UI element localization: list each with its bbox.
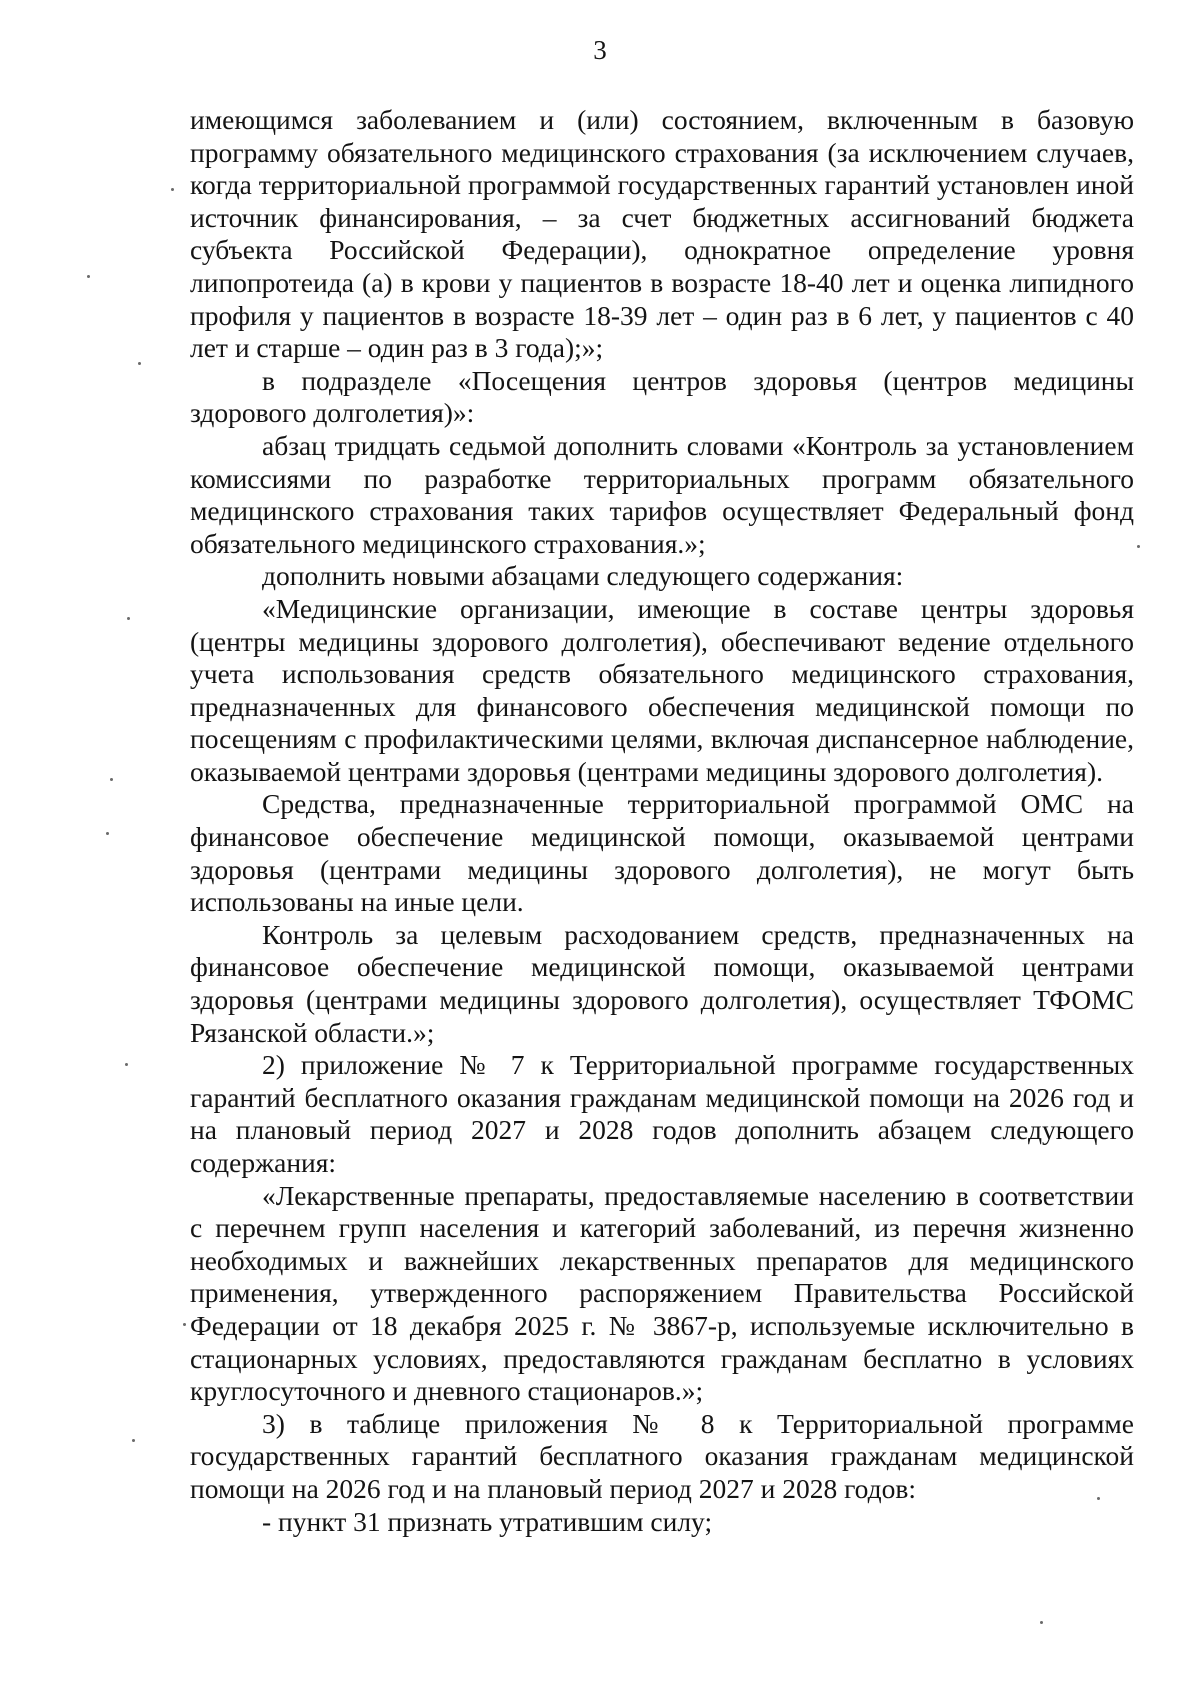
- paragraph-medicines-quote: «Лекарственные препараты, предоставляемые населению в соответствии с перечнем групп населения и категорий заболеваний, из перечня жизненно необходимых и важнейших лекарственных препаратов для медицинского применения, утвержденного распоряжением Правительства Российской Федерации от 18 декабря 2025 г. № 3867-р, используемые исключительно в стационарных условиях, предоставляются гражданам бесплатно в условиях круглосуточного и дневного стационаров.»;: [190, 1179, 1134, 1407]
- page-number: 3: [593, 35, 607, 65]
- document-body: [190, 104, 1134, 1538]
- paragraph-point-31-repeal: - пункт 31 признать утратившим силу;: [262, 1505, 713, 1537]
- scan-speck: [127, 617, 130, 620]
- scan-speck: [87, 275, 90, 278]
- paragraph-item-2-appendix-7: 2) приложение № 7 к Территориальной программе государственных гарантий бесплатного оказания гражданам медицинской помощи на 2026 год и на плановый период 2027 и 2028 годов дополнить абзацем следующего содержания:: [190, 1049, 1134, 1178]
- paragraph-funds-restriction: Средства, предназначенные территориальной программой ОМС на финансовое обеспечение медицинской помощи, оказываемой центрами здоровья (центрами медицины здорового долголетия), не могут быть использованы на иные цели.: [190, 788, 1134, 918]
- scan-speck: [106, 832, 109, 835]
- scan-speck: [171, 188, 174, 191]
- scan-speck: [1137, 545, 1140, 548]
- paragraph-continuation-adult-program: имеющимся заболеванием и (или) состоянием, включенным в базовую программу обязательного медицинского страхования (за исключением случаев, когда территориальной программой государственных гарантий установлен иной источник финансирования, – за счет бюджетных ассигнований бюджета субъекта Российской Федерации), однократное определение уровня липопротеида (а) в крови у пациентов в возрасте 18-40 лет и оценка липидного профиля у пациентов в возрасте 18-39 лет – один раз в 6 лет, у пациентов с 40 лет и старше – один раз в 3 года);»;: [190, 104, 1134, 364]
- scan-speck: [125, 1063, 128, 1066]
- scan-speck: [138, 362, 141, 365]
- paragraph-37-addition: абзац тридцать седьмой дополнить словами «Контроль за установлением комиссиями по разработке территориальных программ обязательного медицинского страхования таких тарифов осуществляет Федеральный фонд обязательного медицинского страхования.»;: [190, 429, 1134, 559]
- paragraph-separate-accounting: «Медицинские организации, имеющие в составе центры здоровья (центры медицины здорового долголетия), обеспечивают ведение отдельного учета использования средств обязательного медицинского страхования, предназначенных для финансового обеспечения медицинской помощи по посещениям с профилактическими целями, включая диспансерное наблюдение, оказываемой центрами здоровья (центрами медицины здорового долголетия).: [190, 592, 1134, 787]
- paragraph-subsection-health-centers: в подразделе «Посещения центров здоровья (центров медицины здорового долголетия)»:: [190, 364, 1134, 429]
- scan-speck: [110, 778, 113, 781]
- paragraph-new-paragraphs-intro: дополнить новыми абзацами следующего содержания:: [262, 560, 904, 592]
- scan-speck: [183, 1323, 186, 1326]
- scan-speck: [132, 1439, 135, 1442]
- scan-speck: [1040, 1621, 1043, 1624]
- scan-speck: [1097, 1497, 1100, 1500]
- paragraph-tfoms-control: Контроль за целевым расходованием средств, предназначенных на финансовое обеспечение медицинской помощи, оказываемой центрами здоровья (центрами медицины здорового долголетия), осуществляет ТФОМС Рязанской области.»;: [190, 918, 1134, 1048]
- paragraph-item-3-appendix-8: 3) в таблице приложения № 8 к Территориальной программе государственных гарантий бесплатного оказания гражданам медицинской помощи на 2026 год и на плановый период 2027 и 2028 годов:: [190, 1407, 1134, 1504]
